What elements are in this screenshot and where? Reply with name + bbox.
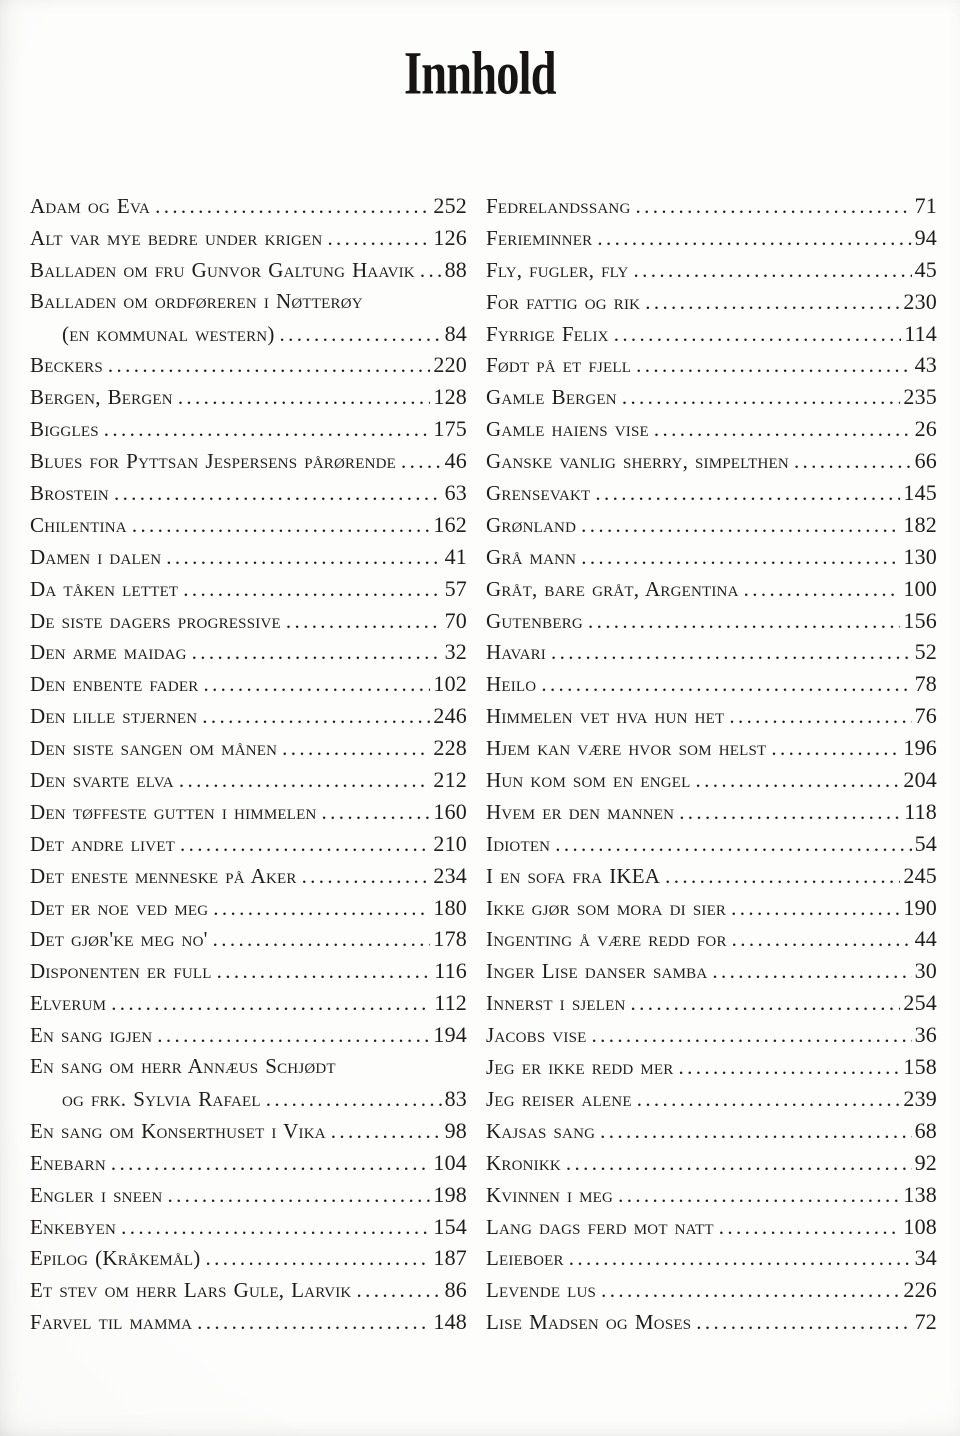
toc-entry [30, 541, 467, 573]
toc-entry-title: Jeg reiser alene [486, 1086, 632, 1111]
toc-entry-page: 43 [914, 352, 937, 378]
toc-entry-title: Balladen om ordføreren i Nøtterøy [30, 288, 363, 313]
dot-leader [635, 191, 911, 222]
toc-entry [30, 764, 467, 796]
dot-leader [157, 1020, 430, 1051]
toc-entry-page: 154 [433, 1213, 467, 1239]
toc-entry [30, 222, 467, 254]
toc-entry-title: Jacobs vise [486, 1023, 587, 1048]
toc-entry-first-line [30, 1051, 467, 1083]
toc-entry-page: 34 [914, 1245, 937, 1271]
dot-leader [166, 542, 441, 573]
dot-leader [771, 733, 900, 764]
dot-leader [696, 1307, 911, 1338]
toc-entry-title: Havari [486, 640, 546, 665]
dot-leader [595, 478, 900, 509]
toc-entry [486, 509, 937, 541]
toc-entry-page: 44 [914, 926, 937, 952]
toc-entry-title: Blues for Pyttsan Jespersens pårørende [30, 449, 397, 474]
dot-leader [104, 414, 431, 445]
toc-entry-title: Lise Madsen og Moses [486, 1310, 692, 1335]
toc-entry-page: 228 [433, 735, 467, 761]
toc-entry [486, 286, 937, 318]
toc-entry [30, 1242, 467, 1274]
toc-entry-page: 104 [433, 1149, 467, 1175]
dot-leader [645, 287, 900, 318]
dot-leader [654, 414, 912, 445]
dot-leader [302, 861, 431, 892]
toc-entry [486, 318, 937, 350]
toc-entry-title: Hvem er den mannen [486, 799, 675, 824]
toc-entry [30, 477, 467, 509]
toc-entry-title: Den enbente fader [30, 672, 199, 697]
toc-entry-title: Det eneste menneske på Aker [30, 863, 297, 888]
toc-entry-page: 94 [914, 224, 937, 250]
toc-entry [30, 381, 467, 413]
toc-entry [30, 445, 467, 477]
toc-entry-page: 160 [433, 798, 467, 824]
toc-entry [486, 1211, 937, 1243]
toc-entry-page: 190 [903, 894, 937, 920]
toc-entry [486, 254, 937, 286]
toc-entry-title: Inger Lise danser samba [486, 959, 708, 984]
toc-entry [30, 732, 467, 764]
toc-entry-page: 26 [914, 416, 937, 442]
toc-entry-page: 182 [903, 511, 937, 537]
toc-entry-page: 128 [433, 384, 467, 410]
dot-leader [588, 606, 900, 637]
toc-entry-title: Ingenting å være redd for [486, 927, 727, 952]
dot-leader [178, 382, 431, 413]
toc-entry [486, 222, 937, 254]
toc-entry-page: 126 [433, 224, 467, 250]
toc-entry [30, 828, 467, 860]
toc-entry-title: Chilentina [30, 512, 127, 537]
toc-entry [30, 1019, 467, 1051]
toc-entry [30, 636, 467, 668]
toc-entry-page: 45 [914, 256, 937, 282]
dot-leader [637, 1084, 901, 1115]
toc-entry [486, 381, 937, 413]
toc-entry [486, 1274, 937, 1306]
toc-entry-page: 46 [444, 448, 467, 474]
toc-entry-title: Farvel til mamma [30, 1310, 193, 1335]
toc-entry-page: 156 [903, 607, 937, 633]
dot-leader [555, 829, 911, 860]
toc-entry [486, 860, 937, 892]
toc-entry-title: Ikke gjør som mora di sier [486, 895, 727, 920]
dot-leader [600, 1116, 911, 1147]
toc-entry-title: Levende lus [486, 1278, 597, 1303]
toc-entry [486, 764, 937, 796]
toc-entry-title: Alt var mye bedre under krigen [30, 225, 323, 250]
toc-entry-title: Gråt, bare gråt, Argentina [486, 576, 739, 601]
toc-entry-page: 114 [904, 320, 937, 346]
toc-entry [486, 796, 937, 828]
dot-leader [280, 319, 442, 350]
toc-entry [486, 700, 937, 732]
toc-entry [486, 987, 937, 1019]
toc-entry-title: Lang dags ferd mot natt [486, 1214, 714, 1239]
toc-entry [486, 955, 937, 987]
toc-entry-page: 83 [444, 1085, 467, 1111]
toc-entry-title: Balladen om fru Gunvor Galtung Haavik [30, 257, 415, 282]
toc-entry [486, 1179, 937, 1211]
toc-entry-title: Brostein [30, 481, 109, 506]
toc-entry [30, 1147, 467, 1179]
toc-entry-page: 194 [433, 1022, 467, 1048]
toc-entry-page: 138 [903, 1181, 937, 1207]
toc-entry [486, 1051, 937, 1083]
toc-entry [486, 349, 937, 381]
dot-leader [729, 701, 911, 732]
toc-entry-title: Hun kom som en engel [486, 768, 691, 793]
toc-entry-title: Da tåken lettet [30, 576, 179, 601]
toc-entry [486, 732, 937, 764]
toc-entry-page: 36 [914, 1022, 937, 1048]
toc-entry-page: 252 [433, 193, 467, 218]
toc-entry-page: 196 [903, 735, 937, 761]
toc-entry [486, 1083, 937, 1115]
toc-entry [486, 1306, 937, 1338]
dot-leader [636, 350, 911, 381]
toc-entry-page: 116 [434, 958, 467, 984]
toc-entry-title: Fly, fugler, fly [486, 257, 629, 282]
toc-entry-page: 112 [434, 990, 467, 1016]
toc-entry [486, 413, 937, 445]
dot-leader [622, 382, 901, 413]
toc-entry-title: Den arme maidag [30, 640, 187, 665]
dot-leader [569, 1243, 912, 1274]
toc-entry-title: Adam og Eva [30, 194, 151, 218]
toc-entry [30, 955, 467, 987]
toc-entry-page: 145 [903, 480, 937, 506]
toc-entry-page: 98 [444, 1117, 467, 1143]
toc-entry-page: 230 [903, 288, 937, 314]
toc-entry-page: 78 [914, 671, 937, 697]
toc-entry-title: Den siste sangen om månen [30, 736, 278, 761]
toc-entry-title: Kronikk [486, 1150, 561, 1175]
dot-leader [601, 1275, 900, 1306]
toc-entry-page: 235 [903, 384, 937, 410]
toc-entry [30, 1115, 467, 1147]
toc-entry-title: Engler i sneen [30, 1182, 163, 1207]
toc-entry [30, 700, 467, 732]
toc-entry-title: Disponenten er full [30, 959, 212, 984]
dot-leader [197, 1307, 430, 1338]
toc-entry-page: 30 [914, 958, 937, 984]
toc-entry-page: 100 [903, 575, 937, 601]
toc-entry [30, 605, 467, 637]
toc-entry [486, 541, 937, 573]
toc-entry-title: Født på et fjell [486, 353, 632, 378]
toc-entry-title: Leieboer [486, 1246, 564, 1271]
page-title-wrap [0, 38, 960, 108]
toc-entry-page: 178 [433, 926, 467, 952]
dot-leader [665, 861, 900, 892]
toc-entry-title: Jeg er ikke redd mer [486, 1055, 674, 1080]
dot-leader [719, 1212, 901, 1243]
toc-entry-title: Biggles [30, 417, 99, 442]
toc-entry-title: Den svarte elva [30, 768, 174, 793]
toc-entry-title: En sang igjen [30, 1023, 153, 1048]
toc-entry [30, 1274, 467, 1306]
dot-leader [121, 1212, 430, 1243]
dot-leader [712, 956, 911, 987]
toc-entry-title: Kvinnen i meg [486, 1182, 614, 1207]
toc-entry-page: 72 [914, 1309, 937, 1335]
toc-entry-title: Beckers [30, 353, 103, 378]
dot-leader [111, 1148, 430, 1179]
dot-leader [614, 319, 902, 350]
toc-entry [30, 796, 467, 828]
toc-entry [30, 1211, 467, 1243]
toc-entry-page: 234 [433, 862, 467, 888]
toc-entry [30, 987, 467, 1019]
toc-entry-page: 84 [444, 320, 467, 346]
dot-leader [111, 988, 431, 1019]
dot-leader [732, 924, 912, 955]
toc-entry-page: 88 [444, 256, 467, 282]
toc-entry-title: En sang om herr Annæus Schjødt [30, 1054, 336, 1079]
toc-entry-title: Grå mann [486, 544, 577, 569]
toc-entry [30, 860, 467, 892]
toc-entry-title: Grensevakt [486, 481, 591, 506]
toc-entry [30, 923, 467, 955]
toc-entry [486, 605, 937, 637]
toc-entry [30, 1083, 467, 1115]
dot-leader [266, 1084, 442, 1115]
toc-entry-title: Gamle Bergen [486, 385, 617, 410]
dot-leader [327, 223, 430, 254]
toc-entry-page: 162 [433, 511, 467, 537]
toc-entry [486, 190, 937, 222]
toc-entry-title: Den tøffeste gutten i himmelen [30, 799, 317, 824]
toc-entry-page: 52 [914, 639, 937, 665]
toc-entry-page: 130 [903, 543, 937, 569]
toc-entry-page: 210 [433, 830, 467, 856]
toc-entry-title: (en kommunal western) [62, 321, 275, 346]
toc-entry-page: 220 [433, 352, 467, 378]
dot-leader [581, 542, 900, 573]
toc-entry [486, 892, 937, 924]
dot-leader [180, 829, 430, 860]
dot-leader [679, 1052, 901, 1083]
toc-entry-title: Elverum [30, 991, 107, 1016]
toc-entry-title: Ferieminner [486, 225, 593, 250]
dot-leader [114, 478, 442, 509]
toc-entry-title: Det er noe ved meg [30, 895, 209, 920]
toc-entry-page: 76 [914, 703, 937, 729]
toc-entry-title: og frk. Sylvia Rafael [62, 1086, 261, 1111]
dot-leader [731, 893, 900, 924]
dot-leader [202, 701, 430, 732]
toc-entry-title: Et stev om herr Lars Gule, Larvik [30, 1278, 352, 1303]
toc-entry [30, 190, 467, 222]
toc-entry-title: Innerst i sjelen [486, 991, 626, 1016]
dot-leader [213, 924, 431, 955]
toc-entry-title: Det andre livet [30, 831, 175, 856]
dot-leader [286, 606, 442, 637]
dot-leader [321, 797, 430, 828]
dot-leader [581, 510, 900, 541]
dot-leader [203, 669, 430, 700]
toc-entry-title: Grønland [486, 512, 577, 537]
toc-entry-page: 57 [444, 575, 467, 601]
dot-leader [217, 956, 432, 987]
dot-leader [179, 765, 431, 796]
toc-entry [30, 573, 467, 605]
dot-leader [183, 574, 441, 605]
toc-entry-page: 118 [904, 798, 937, 824]
toc-entry-page: 204 [903, 767, 937, 793]
dot-leader [205, 1243, 430, 1274]
dot-leader [192, 637, 442, 668]
toc-entry-title: Fedrelandssang [486, 194, 631, 218]
dot-leader [631, 988, 901, 1019]
dot-leader [618, 1180, 900, 1211]
toc-entry-title: Epilog (Kråkemål) [30, 1246, 201, 1271]
toc-column-right [486, 190, 937, 1338]
toc-entry-first-line [30, 286, 467, 318]
toc-entry-page: 226 [903, 1277, 937, 1303]
toc-entry [30, 668, 467, 700]
toc-entry [486, 477, 937, 509]
toc-entry-title: For fattig og rik [486, 289, 641, 314]
toc-entry-title: Gamle haiens vise [486, 417, 649, 442]
dot-leader [591, 1020, 911, 1051]
dot-leader [331, 1116, 442, 1147]
toc-entry-page: 54 [914, 830, 937, 856]
toc-entry-title: Damen i dalen [30, 544, 162, 569]
toc-entry-title: Heilo [486, 672, 537, 697]
toc-entry-page: 32 [444, 639, 467, 665]
toc-entry [486, 1019, 937, 1051]
toc-entry-page: 92 [914, 1149, 937, 1175]
toc-entry-title: Det gjør'ke meg no' [30, 927, 208, 952]
dot-leader [679, 797, 901, 828]
toc-entry-page: 41 [444, 543, 467, 569]
toc-entry [486, 1242, 937, 1274]
toc-entry [486, 668, 937, 700]
toc-entry [486, 573, 937, 605]
toc-entry-page: 187 [433, 1245, 467, 1271]
toc-entry [486, 923, 937, 955]
dot-leader [356, 1275, 441, 1306]
dot-leader [744, 574, 901, 605]
toc-entry-page: 212 [433, 767, 467, 793]
dot-leader [597, 223, 911, 254]
toc-entry-title: Kajsas sang [486, 1118, 596, 1143]
toc-entry-title: Enkebyen [30, 1214, 117, 1239]
toc-entry-page: 180 [433, 894, 467, 920]
toc-entry-title: Idioten [486, 831, 551, 856]
dot-leader [108, 350, 430, 381]
toc-entry-page: 68 [914, 1117, 937, 1143]
toc-entry [30, 318, 467, 350]
toc-entry-page: 66 [914, 448, 937, 474]
toc-entry [486, 636, 937, 668]
dot-leader [696, 765, 901, 796]
toc-entry-title: I en sofa fra IKEA [486, 863, 661, 888]
toc-entry-title: De siste dagers progressive [30, 608, 281, 633]
dot-leader [155, 191, 430, 222]
toc-entry-page: 245 [903, 862, 937, 888]
dot-leader [401, 446, 442, 477]
dot-leader [794, 446, 912, 477]
toc-entry [30, 254, 467, 286]
toc-entry-title: Himmelen vet hva hun het [486, 704, 725, 729]
toc-entry [486, 1115, 937, 1147]
page-title: Innhold [404, 39, 556, 108]
toc-entry [30, 413, 467, 445]
toc-entry-page: 86 [444, 1277, 467, 1303]
toc-entry-page: 108 [903, 1213, 937, 1239]
toc-entry-page: 102 [433, 671, 467, 697]
dot-leader [213, 893, 430, 924]
toc-entry-title: Gutenberg [486, 608, 583, 633]
toc-entry-title: En sang om Konserthuset i Vika [30, 1118, 326, 1143]
toc-entry-title: Enebarn [30, 1150, 106, 1175]
toc-entry-page: 148 [433, 1309, 467, 1335]
toc-entry-page: 71 [914, 193, 937, 218]
toc-column-left [30, 190, 467, 1338]
toc-entry-page: 158 [903, 1054, 937, 1080]
toc-entry [30, 892, 467, 924]
toc-entry-title: Hjem kan være hvor som helst [486, 736, 767, 761]
toc-entry [486, 1147, 937, 1179]
toc-entry [30, 1306, 467, 1338]
dot-leader [566, 1148, 912, 1179]
dot-leader [282, 733, 430, 764]
toc-entry-title: Den lille stjernen [30, 704, 198, 729]
toc-entry-page: 246 [433, 703, 467, 729]
toc-entry-page: 239 [903, 1085, 937, 1111]
toc-entry-page: 198 [433, 1181, 467, 1207]
toc-entry-title: Ganske vanlig sherry, simpelthen [486, 449, 789, 474]
toc-entry [486, 828, 937, 860]
toc-entry-page: 254 [903, 990, 937, 1016]
dot-leader [551, 637, 912, 668]
toc-entry-title: Bergen, Bergen [30, 385, 173, 410]
toc-entry-page: 175 [433, 416, 467, 442]
dot-leader [167, 1180, 430, 1211]
dot-leader [634, 255, 912, 286]
toc-entry-page: 70 [444, 607, 467, 633]
toc-entry [30, 1179, 467, 1211]
dot-leader [541, 669, 911, 700]
toc-entry-title: Fyrrige Felix [486, 321, 609, 346]
toc-entry-page: 63 [444, 480, 467, 506]
dot-leader [420, 255, 442, 286]
dot-leader [132, 510, 431, 541]
toc-entry [486, 445, 937, 477]
toc-entry [30, 509, 467, 541]
toc-entry [30, 349, 467, 381]
